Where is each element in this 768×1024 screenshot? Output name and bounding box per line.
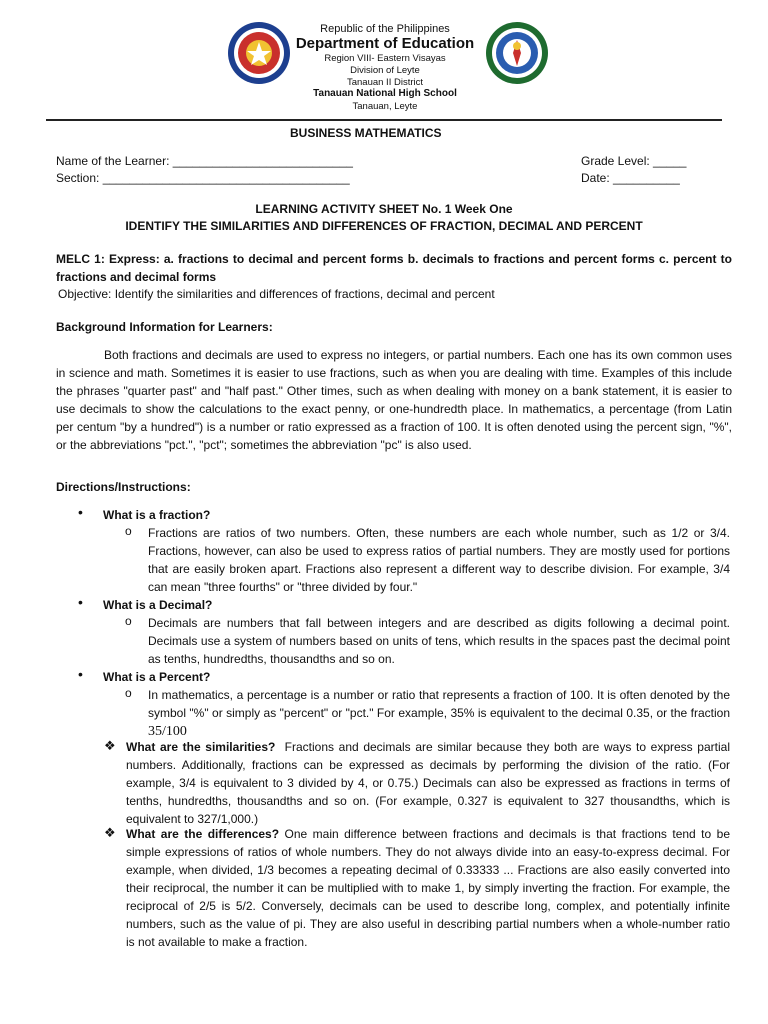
bullet-icon: •: [78, 666, 83, 682]
question-percent: What is a Percent?: [103, 670, 211, 684]
header-region: Region VIII- Eastern Visayas: [324, 53, 446, 64]
similarities-heading: What are the similarities?: [126, 740, 276, 754]
melc-statement: MELC 1: Express: a. fractions to decimal and percent forms b. decimals to fractions and percent forms c. percent to fractions and decimal forms: [56, 252, 732, 284]
bullet-icon: •: [78, 504, 83, 520]
activity-subtitle: IDENTIFY THE SIMILARITIES AND DIFFERENCES OF FRACTION, DECIMAL AND PERCENT: [125, 219, 643, 233]
header-division: Division of Leyte: [350, 65, 420, 76]
question-decimal: What is a Decimal?: [103, 598, 213, 612]
diamond-bullet-icon: ❖: [104, 738, 116, 753]
activity-title: LEARNING ACTIVITY SHEET No. 1 Week One: [255, 202, 513, 216]
answer-percent-text: In mathematics, a percentage is a number or ratio that represents a fraction of 100. It is often denoted by the symbol "%" or simply as "percent" or "pct." For example, 35% is equivalent to the decimal 0.35, or the fraction: [148, 688, 730, 720]
header-district: Tanauan II District: [346, 77, 424, 88]
fraction-35-100: 35/100: [148, 724, 187, 739]
background-heading: Background Information for Learners:: [56, 320, 273, 334]
header-department: Department of Education: [295, 35, 475, 52]
header-divider: [46, 119, 722, 121]
header-school: Tanauan National High School: [313, 88, 457, 99]
similarities-text: Fractions and decimals are similar because they both are ways to express partial numbers. Additionally, fractions can be expressed as decimals by performing the division of the ratio. (For example, 3/4 is equivalent to 3 divided by 4, or 0.75.) Decimals can also be expressed as fractions in terms of tenths, hundredths, thousandths and so on. (For example, 0.327 is equivalent to 327 thousandths, which is equivalent to 327/1,000.): [126, 740, 730, 826]
differences-heading: What are the differences?: [126, 827, 280, 841]
grade-level-field: Grade Level: _____: [581, 154, 687, 168]
similarities-paragraph: [126, 738, 730, 828]
answer-decimal: Decimals are numbers that fall between integers and are described as digits following a decimal point. Decimals use a system of numbers based on units of tens, which results in the spaces past the decimal point as tenths, hundredths, thousandths and so on.: [148, 616, 730, 666]
question-fraction: What is a fraction?: [103, 508, 211, 522]
background-paragraph: Both fractions and decimals are used to express no integers, or partial numbers. Each one has its own common uses in science and math. Sometimes it is easier to use fractions, such as when you are dealing with time. Examples of this include the phrases "quarter past" and "half past." Other times, such as when dealing with money on a bank statement, it is easier to use decimals to show the calculations to the exact penny, or one-hundredth place. In mathematics, a percentage (from Latin per centum "by a hundred") is a number or ratio expressed as a fraction of 100. It is often denoted using the percent sign, "%", or the abbreviations "pct.", "pct"; sometimes the abbreviation "pc" is also used.: [56, 348, 732, 452]
header-republic: Republic of the Philippines: [320, 23, 450, 35]
answer-fraction: Fractions are ratios of two numbers. Often, these numbers are each whole number, such as 1/2 or 3/4. Fractions, however, can also be used to express ratios of partial numbers. They are mostly used for portions that are easily broken apart. Fractions also represent a different way to describe division. For example, 3/4 can mean "three fourths" or "three divided by four.": [148, 526, 730, 594]
date-field: Date: __________: [581, 171, 680, 185]
answer-percent: [148, 686, 730, 741]
learner-name-field: Name of the Learner: ___________________________: [56, 154, 353, 168]
header-location: Tanauan, Leyte: [352, 101, 418, 112]
section-field: Section: _____________________________________: [56, 171, 350, 185]
circle-bullet-icon: o: [125, 686, 132, 700]
differences-paragraph: [126, 825, 730, 951]
subject-title: BUSINESS MATHEMATICS: [290, 126, 442, 140]
diamond-bullet-icon: ❖: [104, 825, 116, 840]
objective: Objective: Identify the similarities and differences of fractions, decimal and percent: [58, 287, 495, 301]
circle-bullet-icon: o: [125, 524, 132, 538]
school-seal-logo: [484, 20, 550, 86]
directions-heading: Directions/Instructions:: [56, 480, 191, 494]
bullet-icon: •: [78, 594, 83, 610]
differences-text: One main difference between fractions and decimals is that fractions tend to be simple expressions of ratios of whole numbers. They do not always divide into an easy-to-express decimal. For example, when divided, 1/3 becomes a repeating decimal of 0.33333 ... Fractions are also easily converted into their reciprocal, the number it can be multiplied with to make 1, by simply inverting the fraction. For example, the reciprocal of 2/5 is 5/2. Conversely, decimals can be used to describe long, complex, and potentially infinite numbers, such as the value of pi. They are also useful in describing partial numbers when a whole-number ratio is not available to make a fraction.: [126, 827, 730, 949]
circle-bullet-icon: o: [125, 614, 132, 628]
